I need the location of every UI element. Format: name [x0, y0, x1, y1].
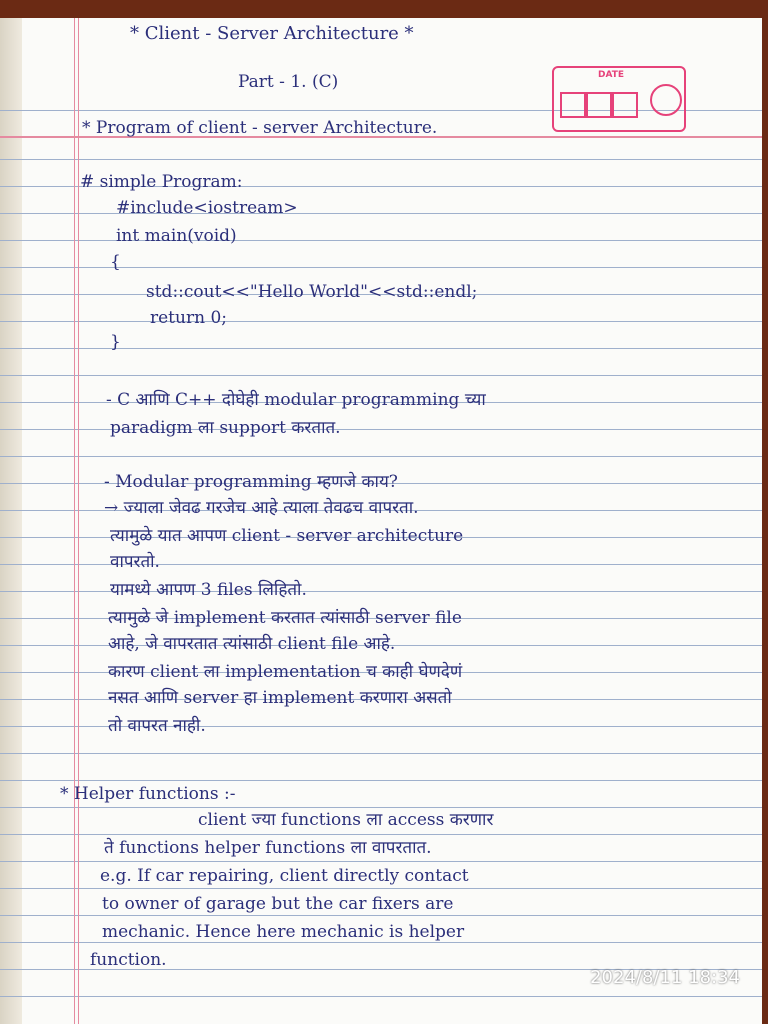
note-line: वापरतो. — [110, 552, 160, 572]
note-line: त्यामुळे जे implement करतात त्यांसाठी server file — [108, 608, 462, 628]
ruled-line — [0, 996, 762, 997]
ruled-line — [0, 456, 762, 457]
note-line: - C आणि C++ दोघेही modular programming च्या — [106, 390, 486, 410]
note-line: * Helper functions :- — [60, 784, 236, 804]
page-subtitle: Part - 1. (C) — [238, 72, 339, 92]
date-stamp — [552, 66, 686, 132]
note-line: function. — [90, 950, 167, 970]
ruled-line — [0, 807, 762, 808]
page-binding — [0, 18, 22, 1024]
margin-line — [78, 18, 79, 1024]
note-line: client ज्या functions ला access करणार — [198, 810, 494, 830]
note-line: ते functions helper functions ला वापरतात. — [104, 838, 432, 858]
note-line: आहे, जे वापरतात त्यांसाठी client file आहे. — [108, 634, 396, 654]
note-line: int main(void) — [116, 226, 237, 246]
note-line: { — [110, 252, 121, 272]
page-title: * Client - Server Architecture * — [130, 23, 414, 44]
note-line: → ज्याला जेवढ गरजेच आहे त्याला तेवढच वापरता. — [104, 498, 419, 518]
note-line: return 0; — [150, 308, 227, 328]
photo-timestamp: 2024/8/11 18:34 — [590, 967, 740, 988]
note-line: - Modular programming म्हणजे काय? — [104, 472, 398, 492]
ruled-line — [0, 834, 762, 835]
ruled-line — [0, 159, 762, 160]
note-line: * Program of client - server Architecture. — [82, 118, 438, 138]
margin-line — [74, 18, 75, 1024]
ruled-line — [0, 321, 762, 322]
note-line: paradigm ला support करतात. — [110, 418, 341, 438]
date-box — [586, 92, 612, 118]
date-stamp-label: DATE — [598, 70, 625, 80]
ruled-line — [0, 861, 762, 862]
note-line: तो वापरत नाही. — [108, 716, 206, 736]
note-line: #include<iostream> — [116, 198, 298, 218]
ruled-line — [0, 753, 762, 754]
note-line: } — [110, 332, 121, 352]
notebook-page — [0, 18, 762, 1024]
note-line: # simple Program: — [80, 172, 243, 192]
ruled-line — [0, 888, 762, 889]
ruled-line — [0, 780, 762, 781]
ruled-line — [0, 213, 762, 214]
date-box — [560, 92, 586, 118]
ruled-line — [0, 240, 762, 241]
ruled-line — [0, 942, 762, 943]
note-line: यामध्ये आपण 3 files लिहितो. — [110, 580, 307, 600]
ruled-line — [0, 915, 762, 916]
note-line: to owner of garage but the car fixers are — [102, 894, 454, 914]
note-line: mechanic. Hence here mechanic is helper — [102, 922, 465, 942]
date-box — [612, 92, 638, 118]
note-line: std::cout<<"Hello World"<<std::endl; — [146, 282, 478, 302]
note-line: नसत आणि server हा implement करणारा असतो — [108, 688, 452, 708]
date-circle — [650, 84, 682, 116]
note-line: त्यामुळे यात आपण client - server architecture — [110, 526, 464, 546]
note-line: कारण client ला implementation च काही घेणदेणं — [108, 662, 463, 682]
ruled-line — [0, 375, 762, 376]
note-line: e.g. If car repairing, client directly contact — [100, 866, 469, 886]
